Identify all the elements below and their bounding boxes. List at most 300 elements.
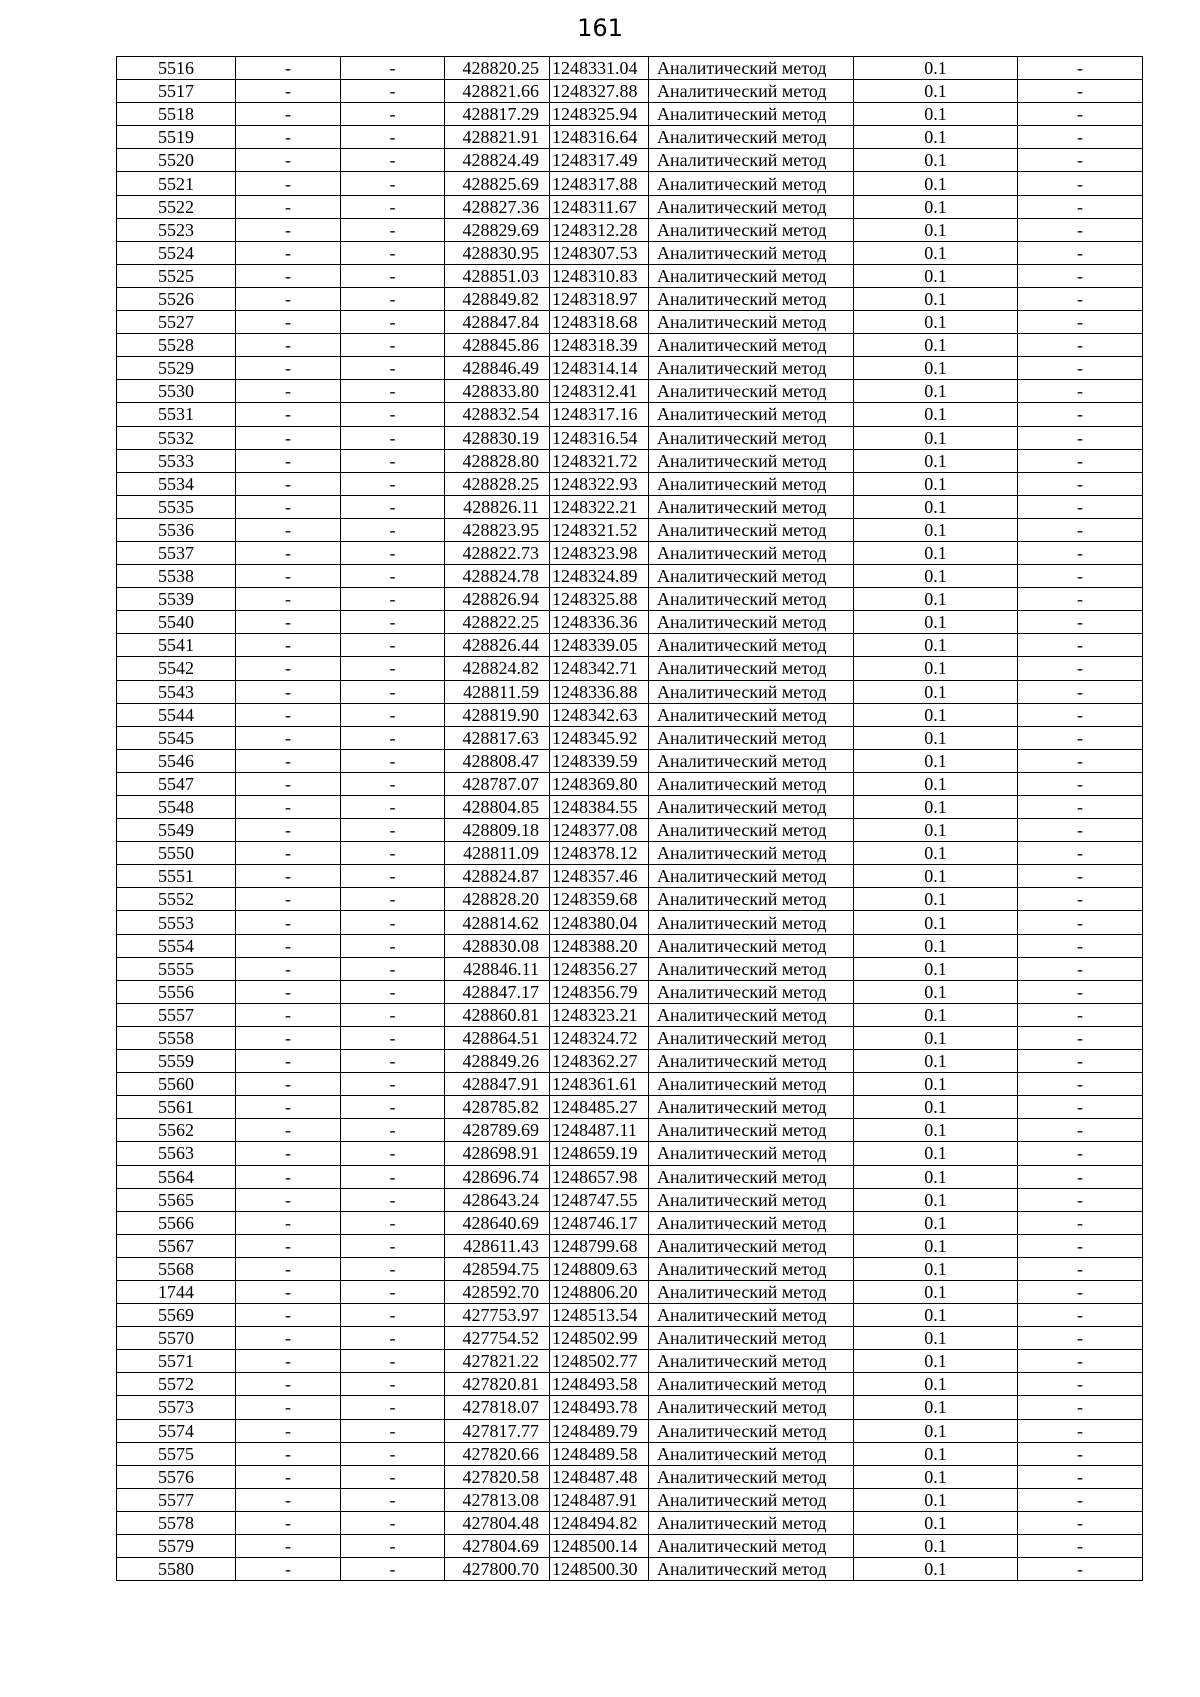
accuracy-cell: 0.1 bbox=[854, 1073, 1018, 1096]
dash-cell: - bbox=[1018, 495, 1143, 518]
table-row bbox=[117, 1419, 1143, 1442]
dash-cell: - bbox=[236, 287, 341, 310]
point-number-cell: 5572 bbox=[117, 1373, 236, 1396]
dash-cell: - bbox=[1018, 449, 1143, 472]
table-row bbox=[117, 80, 1143, 103]
accuracy-cell: 0.1 bbox=[854, 1119, 1018, 1142]
method-cell: Аналитический метод bbox=[649, 1142, 854, 1165]
x-coordinate-cell: 428830.08 bbox=[445, 934, 550, 957]
accuracy-cell: 0.1 bbox=[854, 588, 1018, 611]
method-cell: Аналитический метод bbox=[649, 1073, 854, 1096]
dash-cell: - bbox=[1018, 472, 1143, 495]
accuracy-cell: 0.1 bbox=[854, 749, 1018, 772]
dash-cell: - bbox=[236, 796, 341, 819]
dash-cell: - bbox=[236, 1142, 341, 1165]
y-coordinate-cell: 1248489.79 bbox=[550, 1419, 649, 1442]
accuracy-cell: 0.1 bbox=[854, 1257, 1018, 1280]
dash-cell: - bbox=[341, 1350, 445, 1373]
dash-cell: - bbox=[236, 472, 341, 495]
dash-cell: - bbox=[236, 1465, 341, 1488]
y-coordinate-cell: 1248316.64 bbox=[550, 126, 649, 149]
dash-cell: - bbox=[236, 1096, 341, 1119]
x-coordinate-cell: 428814.62 bbox=[445, 911, 550, 934]
y-coordinate-cell: 1248493.78 bbox=[550, 1396, 649, 1419]
x-coordinate-cell: 428864.51 bbox=[445, 1026, 550, 1049]
point-number-cell: 5524 bbox=[117, 241, 236, 264]
dash-cell: - bbox=[236, 1419, 341, 1442]
point-number-cell: 5532 bbox=[117, 426, 236, 449]
x-coordinate-cell: 427754.52 bbox=[445, 1327, 550, 1350]
dash-cell: - bbox=[236, 1026, 341, 1049]
method-cell: Аналитический метод bbox=[649, 126, 854, 149]
x-coordinate-cell: 428789.69 bbox=[445, 1119, 550, 1142]
y-coordinate-cell: 1248322.21 bbox=[550, 495, 649, 518]
dash-cell: - bbox=[1018, 380, 1143, 403]
dash-cell: - bbox=[341, 1188, 445, 1211]
method-cell: Аналитический метод bbox=[649, 1165, 854, 1188]
y-coordinate-cell: 1248336.88 bbox=[550, 680, 649, 703]
dash-cell: - bbox=[1018, 749, 1143, 772]
dash-cell: - bbox=[341, 911, 445, 934]
method-cell: Аналитический метод bbox=[649, 1350, 854, 1373]
y-coordinate-cell: 1248325.94 bbox=[550, 103, 649, 126]
dash-cell: - bbox=[1018, 1327, 1143, 1350]
x-coordinate-cell: 428808.47 bbox=[445, 749, 550, 772]
dash-cell: - bbox=[236, 380, 341, 403]
table-row bbox=[117, 726, 1143, 749]
method-cell: Аналитический метод bbox=[649, 1396, 854, 1419]
dash-cell: - bbox=[236, 1280, 341, 1303]
accuracy-cell: 0.1 bbox=[854, 1165, 1018, 1188]
y-coordinate-cell: 1248324.72 bbox=[550, 1026, 649, 1049]
dash-cell: - bbox=[236, 1442, 341, 1465]
method-cell: Аналитический метод bbox=[649, 1188, 854, 1211]
dash-cell: - bbox=[341, 703, 445, 726]
method-cell: Аналитический метод bbox=[649, 1558, 854, 1581]
dash-cell: - bbox=[341, 334, 445, 357]
accuracy-cell: 0.1 bbox=[854, 1465, 1018, 1488]
accuracy-cell: 0.1 bbox=[854, 241, 1018, 264]
accuracy-cell: 0.1 bbox=[854, 334, 1018, 357]
dash-cell: - bbox=[1018, 565, 1143, 588]
dash-cell: - bbox=[1018, 1350, 1143, 1373]
accuracy-cell: 0.1 bbox=[854, 680, 1018, 703]
dash-cell: - bbox=[341, 472, 445, 495]
table-row bbox=[117, 1558, 1143, 1581]
dash-cell: - bbox=[1018, 218, 1143, 241]
method-cell: Аналитический метод bbox=[649, 819, 854, 842]
point-number-cell: 5566 bbox=[117, 1211, 236, 1234]
point-number-cell: 5537 bbox=[117, 541, 236, 564]
dash-cell: - bbox=[1018, 819, 1143, 842]
y-coordinate-cell: 1248500.30 bbox=[550, 1558, 649, 1581]
dash-cell: - bbox=[341, 1119, 445, 1142]
dash-cell: - bbox=[341, 1165, 445, 1188]
method-cell: Аналитический метод bbox=[649, 1511, 854, 1534]
dash-cell: - bbox=[1018, 1558, 1143, 1581]
dash-cell: - bbox=[341, 934, 445, 957]
x-coordinate-cell: 428822.25 bbox=[445, 611, 550, 634]
point-number-cell: 5568 bbox=[117, 1257, 236, 1280]
dash-cell: - bbox=[1018, 426, 1143, 449]
dash-cell: - bbox=[1018, 103, 1143, 126]
method-cell: Аналитический метод bbox=[649, 1096, 854, 1119]
table-row bbox=[117, 426, 1143, 449]
y-coordinate-cell: 1248362.27 bbox=[550, 1050, 649, 1073]
point-number-cell: 5534 bbox=[117, 472, 236, 495]
y-coordinate-cell: 1248361.61 bbox=[550, 1073, 649, 1096]
method-cell: Аналитический метод bbox=[649, 680, 854, 703]
method-cell: Аналитический метод bbox=[649, 495, 854, 518]
accuracy-cell: 0.1 bbox=[854, 634, 1018, 657]
y-coordinate-cell: 1248342.63 bbox=[550, 703, 649, 726]
accuracy-cell: 0.1 bbox=[854, 57, 1018, 80]
x-coordinate-cell: 428849.82 bbox=[445, 287, 550, 310]
dash-cell: - bbox=[341, 80, 445, 103]
x-coordinate-cell: 428821.66 bbox=[445, 80, 550, 103]
method-cell: Аналитический метод bbox=[649, 403, 854, 426]
accuracy-cell: 0.1 bbox=[854, 703, 1018, 726]
x-coordinate-cell: 428832.54 bbox=[445, 403, 550, 426]
accuracy-cell: 0.1 bbox=[854, 287, 1018, 310]
dash-cell: - bbox=[1018, 1165, 1143, 1188]
point-number-cell: 5527 bbox=[117, 311, 236, 334]
table-row bbox=[117, 126, 1143, 149]
y-coordinate-cell: 1248487.91 bbox=[550, 1488, 649, 1511]
accuracy-cell: 0.1 bbox=[854, 796, 1018, 819]
dash-cell: - bbox=[341, 1280, 445, 1303]
point-number-cell: 5535 bbox=[117, 495, 236, 518]
table-row bbox=[117, 1350, 1143, 1373]
dash-cell: - bbox=[1018, 311, 1143, 334]
table-row bbox=[117, 1003, 1143, 1026]
accuracy-cell: 0.1 bbox=[854, 1211, 1018, 1234]
y-coordinate-cell: 1248339.59 bbox=[550, 749, 649, 772]
dash-cell: - bbox=[1018, 1488, 1143, 1511]
table-row bbox=[117, 1442, 1143, 1465]
y-coordinate-cell: 1248799.68 bbox=[550, 1234, 649, 1257]
x-coordinate-cell: 428592.70 bbox=[445, 1280, 550, 1303]
table-row bbox=[117, 957, 1143, 980]
accuracy-cell: 0.1 bbox=[854, 1373, 1018, 1396]
dash-cell: - bbox=[1018, 634, 1143, 657]
dash-cell: - bbox=[1018, 1119, 1143, 1142]
y-coordinate-cell: 1248487.11 bbox=[550, 1119, 649, 1142]
method-cell: Аналитический метод bbox=[649, 796, 854, 819]
accuracy-cell: 0.1 bbox=[854, 657, 1018, 680]
y-coordinate-cell: 1248324.89 bbox=[550, 565, 649, 588]
point-number-cell: 5547 bbox=[117, 772, 236, 795]
accuracy-cell: 0.1 bbox=[854, 449, 1018, 472]
dash-cell: - bbox=[341, 726, 445, 749]
table-row bbox=[117, 541, 1143, 564]
x-coordinate-cell: 427820.81 bbox=[445, 1373, 550, 1396]
x-coordinate-cell: 428824.49 bbox=[445, 149, 550, 172]
dash-cell: - bbox=[236, 703, 341, 726]
y-coordinate-cell: 1248325.88 bbox=[550, 588, 649, 611]
method-cell: Аналитический метод bbox=[649, 1327, 854, 1350]
y-coordinate-cell: 1248318.97 bbox=[550, 287, 649, 310]
dash-cell: - bbox=[1018, 680, 1143, 703]
table-row bbox=[117, 657, 1143, 680]
accuracy-cell: 0.1 bbox=[854, 126, 1018, 149]
accuracy-cell: 0.1 bbox=[854, 819, 1018, 842]
table-row bbox=[117, 264, 1143, 287]
dash-cell: - bbox=[1018, 957, 1143, 980]
dash-cell: - bbox=[236, 126, 341, 149]
y-coordinate-cell: 1248317.16 bbox=[550, 403, 649, 426]
point-number-cell: 5560 bbox=[117, 1073, 236, 1096]
method-cell: Аналитический метод bbox=[649, 980, 854, 1003]
method-cell: Аналитический метод bbox=[649, 149, 854, 172]
accuracy-cell: 0.1 bbox=[854, 1511, 1018, 1534]
point-number-cell: 5562 bbox=[117, 1119, 236, 1142]
dash-cell: - bbox=[341, 888, 445, 911]
dash-cell: - bbox=[341, 103, 445, 126]
dash-cell: - bbox=[341, 1488, 445, 1511]
y-coordinate-cell: 1248323.21 bbox=[550, 1003, 649, 1026]
table-row bbox=[117, 149, 1143, 172]
dash-cell: - bbox=[341, 403, 445, 426]
point-number-cell: 5564 bbox=[117, 1165, 236, 1188]
dash-cell: - bbox=[236, 957, 341, 980]
x-coordinate-cell: 428849.26 bbox=[445, 1050, 550, 1073]
method-cell: Аналитический метод bbox=[649, 842, 854, 865]
x-coordinate-cell: 428833.80 bbox=[445, 380, 550, 403]
x-coordinate-cell: 427800.70 bbox=[445, 1558, 550, 1581]
point-number-cell: 5526 bbox=[117, 287, 236, 310]
accuracy-cell: 0.1 bbox=[854, 1142, 1018, 1165]
point-number-cell: 5531 bbox=[117, 403, 236, 426]
dash-cell: - bbox=[1018, 1096, 1143, 1119]
dash-cell: - bbox=[1018, 357, 1143, 380]
x-coordinate-cell: 427753.97 bbox=[445, 1304, 550, 1327]
dash-cell: - bbox=[1018, 57, 1143, 80]
dash-cell: - bbox=[1018, 1003, 1143, 1026]
y-coordinate-cell: 1248494.82 bbox=[550, 1511, 649, 1534]
method-cell: Аналитический метод bbox=[649, 911, 854, 934]
dash-cell: - bbox=[236, 403, 341, 426]
dash-cell: - bbox=[341, 380, 445, 403]
table-row bbox=[117, 403, 1143, 426]
point-number-cell: 5559 bbox=[117, 1050, 236, 1073]
point-number-cell: 5523 bbox=[117, 218, 236, 241]
table-row bbox=[117, 819, 1143, 842]
x-coordinate-cell: 428811.09 bbox=[445, 842, 550, 865]
dash-cell: - bbox=[1018, 703, 1143, 726]
y-coordinate-cell: 1248493.58 bbox=[550, 1373, 649, 1396]
dash-cell: - bbox=[1018, 1465, 1143, 1488]
dash-cell: - bbox=[236, 726, 341, 749]
table-row bbox=[117, 1396, 1143, 1419]
y-coordinate-cell: 1248356.27 bbox=[550, 957, 649, 980]
dash-cell: - bbox=[236, 934, 341, 957]
x-coordinate-cell: 428698.91 bbox=[445, 1142, 550, 1165]
dash-cell: - bbox=[341, 634, 445, 657]
dash-cell: - bbox=[341, 1142, 445, 1165]
table-row bbox=[117, 103, 1143, 126]
dash-cell: - bbox=[341, 819, 445, 842]
point-number-cell: 5542 bbox=[117, 657, 236, 680]
dash-cell: - bbox=[1018, 403, 1143, 426]
dash-cell: - bbox=[1018, 1073, 1143, 1096]
dash-cell: - bbox=[341, 1558, 445, 1581]
method-cell: Аналитический метод bbox=[649, 380, 854, 403]
x-coordinate-cell: 428817.29 bbox=[445, 103, 550, 126]
dash-cell: - bbox=[236, 911, 341, 934]
x-coordinate-cell: 428828.80 bbox=[445, 449, 550, 472]
x-coordinate-cell: 428827.36 bbox=[445, 195, 550, 218]
accuracy-cell: 0.1 bbox=[854, 1535, 1018, 1558]
dash-cell: - bbox=[236, 172, 341, 195]
dash-cell: - bbox=[341, 796, 445, 819]
table-row bbox=[117, 911, 1143, 934]
method-cell: Аналитический метод bbox=[649, 726, 854, 749]
y-coordinate-cell: 1248322.93 bbox=[550, 472, 649, 495]
dash-cell: - bbox=[236, 1119, 341, 1142]
accuracy-cell: 0.1 bbox=[854, 888, 1018, 911]
x-coordinate-cell: 428594.75 bbox=[445, 1257, 550, 1280]
accuracy-cell: 0.1 bbox=[854, 172, 1018, 195]
dash-cell: - bbox=[236, 241, 341, 264]
dash-cell: - bbox=[341, 311, 445, 334]
table-row bbox=[117, 611, 1143, 634]
point-number-cell: 5540 bbox=[117, 611, 236, 634]
dash-cell: - bbox=[341, 1234, 445, 1257]
method-cell: Аналитический метод bbox=[649, 311, 854, 334]
table-row bbox=[117, 241, 1143, 264]
dash-cell: - bbox=[236, 357, 341, 380]
method-cell: Аналитический метод bbox=[649, 426, 854, 449]
point-number-cell: 5548 bbox=[117, 796, 236, 819]
dash-cell: - bbox=[1018, 1050, 1143, 1073]
point-number-cell: 5571 bbox=[117, 1350, 236, 1373]
dash-cell: - bbox=[236, 565, 341, 588]
x-coordinate-cell: 428823.95 bbox=[445, 518, 550, 541]
accuracy-cell: 0.1 bbox=[854, 865, 1018, 888]
point-number-cell: 5557 bbox=[117, 1003, 236, 1026]
dash-cell: - bbox=[1018, 518, 1143, 541]
y-coordinate-cell: 1248345.92 bbox=[550, 726, 649, 749]
accuracy-cell: 0.1 bbox=[854, 980, 1018, 1003]
dash-cell: - bbox=[236, 80, 341, 103]
dash-cell: - bbox=[1018, 796, 1143, 819]
dash-cell: - bbox=[236, 980, 341, 1003]
point-number-cell: 5520 bbox=[117, 149, 236, 172]
method-cell: Аналитический метод bbox=[649, 1234, 854, 1257]
method-cell: Аналитический метод bbox=[649, 1373, 854, 1396]
dash-cell: - bbox=[1018, 264, 1143, 287]
point-number-cell: 1744 bbox=[117, 1280, 236, 1303]
dash-cell: - bbox=[236, 311, 341, 334]
y-coordinate-cell: 1248339.05 bbox=[550, 634, 649, 657]
method-cell: Аналитический метод bbox=[649, 888, 854, 911]
table-row bbox=[117, 518, 1143, 541]
x-coordinate-cell: 428817.63 bbox=[445, 726, 550, 749]
y-coordinate-cell: 1248311.67 bbox=[550, 195, 649, 218]
point-number-cell: 5570 bbox=[117, 1327, 236, 1350]
dash-cell: - bbox=[236, 657, 341, 680]
dash-cell: - bbox=[236, 749, 341, 772]
y-coordinate-cell: 1248318.39 bbox=[550, 334, 649, 357]
x-coordinate-cell: 428826.44 bbox=[445, 634, 550, 657]
dash-cell: - bbox=[1018, 1026, 1143, 1049]
point-number-cell: 5567 bbox=[117, 1234, 236, 1257]
dash-cell: - bbox=[1018, 334, 1143, 357]
point-number-cell: 5561 bbox=[117, 1096, 236, 1119]
accuracy-cell: 0.1 bbox=[854, 1050, 1018, 1073]
dash-cell: - bbox=[236, 588, 341, 611]
dash-cell: - bbox=[236, 518, 341, 541]
point-number-cell: 5521 bbox=[117, 172, 236, 195]
accuracy-cell: 0.1 bbox=[854, 403, 1018, 426]
method-cell: Аналитический метод bbox=[649, 264, 854, 287]
dash-cell: - bbox=[1018, 172, 1143, 195]
method-cell: Аналитический метод bbox=[649, 1211, 854, 1234]
method-cell: Аналитический метод bbox=[649, 1488, 854, 1511]
x-coordinate-cell: 428824.87 bbox=[445, 865, 550, 888]
x-coordinate-cell: 428851.03 bbox=[445, 264, 550, 287]
table-row bbox=[117, 380, 1143, 403]
dash-cell: - bbox=[236, 1188, 341, 1211]
x-coordinate-cell: 427804.48 bbox=[445, 1511, 550, 1534]
dash-cell: - bbox=[1018, 541, 1143, 564]
dash-cell: - bbox=[1018, 80, 1143, 103]
accuracy-cell: 0.1 bbox=[854, 1003, 1018, 1026]
table-body bbox=[117, 57, 1143, 1581]
dash-cell: - bbox=[341, 680, 445, 703]
dash-cell: - bbox=[1018, 934, 1143, 957]
dash-cell: - bbox=[1018, 126, 1143, 149]
x-coordinate-cell: 428785.82 bbox=[445, 1096, 550, 1119]
dash-cell: - bbox=[341, 1465, 445, 1488]
x-coordinate-cell: 428847.84 bbox=[445, 311, 550, 334]
table-row bbox=[117, 334, 1143, 357]
dash-cell: - bbox=[236, 1373, 341, 1396]
method-cell: Аналитический метод bbox=[649, 1304, 854, 1327]
x-coordinate-cell: 428847.91 bbox=[445, 1073, 550, 1096]
dash-cell: - bbox=[341, 1373, 445, 1396]
dash-cell: - bbox=[341, 241, 445, 264]
y-coordinate-cell: 1248331.04 bbox=[550, 57, 649, 80]
table-row bbox=[117, 1304, 1143, 1327]
accuracy-cell: 0.1 bbox=[854, 1327, 1018, 1350]
table-row bbox=[117, 1119, 1143, 1142]
dash-cell: - bbox=[341, 287, 445, 310]
dash-cell: - bbox=[236, 1396, 341, 1419]
accuracy-cell: 0.1 bbox=[854, 1304, 1018, 1327]
dash-cell: - bbox=[236, 865, 341, 888]
method-cell: Аналитический метод bbox=[649, 57, 854, 80]
point-number-cell: 5579 bbox=[117, 1535, 236, 1558]
dash-cell: - bbox=[236, 149, 341, 172]
x-coordinate-cell: 428804.85 bbox=[445, 796, 550, 819]
point-number-cell: 5528 bbox=[117, 334, 236, 357]
dash-cell: - bbox=[341, 1096, 445, 1119]
dash-cell: - bbox=[341, 357, 445, 380]
dash-cell: - bbox=[341, 980, 445, 1003]
y-coordinate-cell: 1248388.20 bbox=[550, 934, 649, 957]
table-row bbox=[117, 1026, 1143, 1049]
accuracy-cell: 0.1 bbox=[854, 357, 1018, 380]
y-coordinate-cell: 1248314.14 bbox=[550, 357, 649, 380]
dash-cell: - bbox=[236, 1050, 341, 1073]
method-cell: Аналитический метод bbox=[649, 611, 854, 634]
accuracy-cell: 0.1 bbox=[854, 1350, 1018, 1373]
accuracy-cell: 0.1 bbox=[854, 1234, 1018, 1257]
dash-cell: - bbox=[1018, 611, 1143, 634]
method-cell: Аналитический метод bbox=[649, 934, 854, 957]
